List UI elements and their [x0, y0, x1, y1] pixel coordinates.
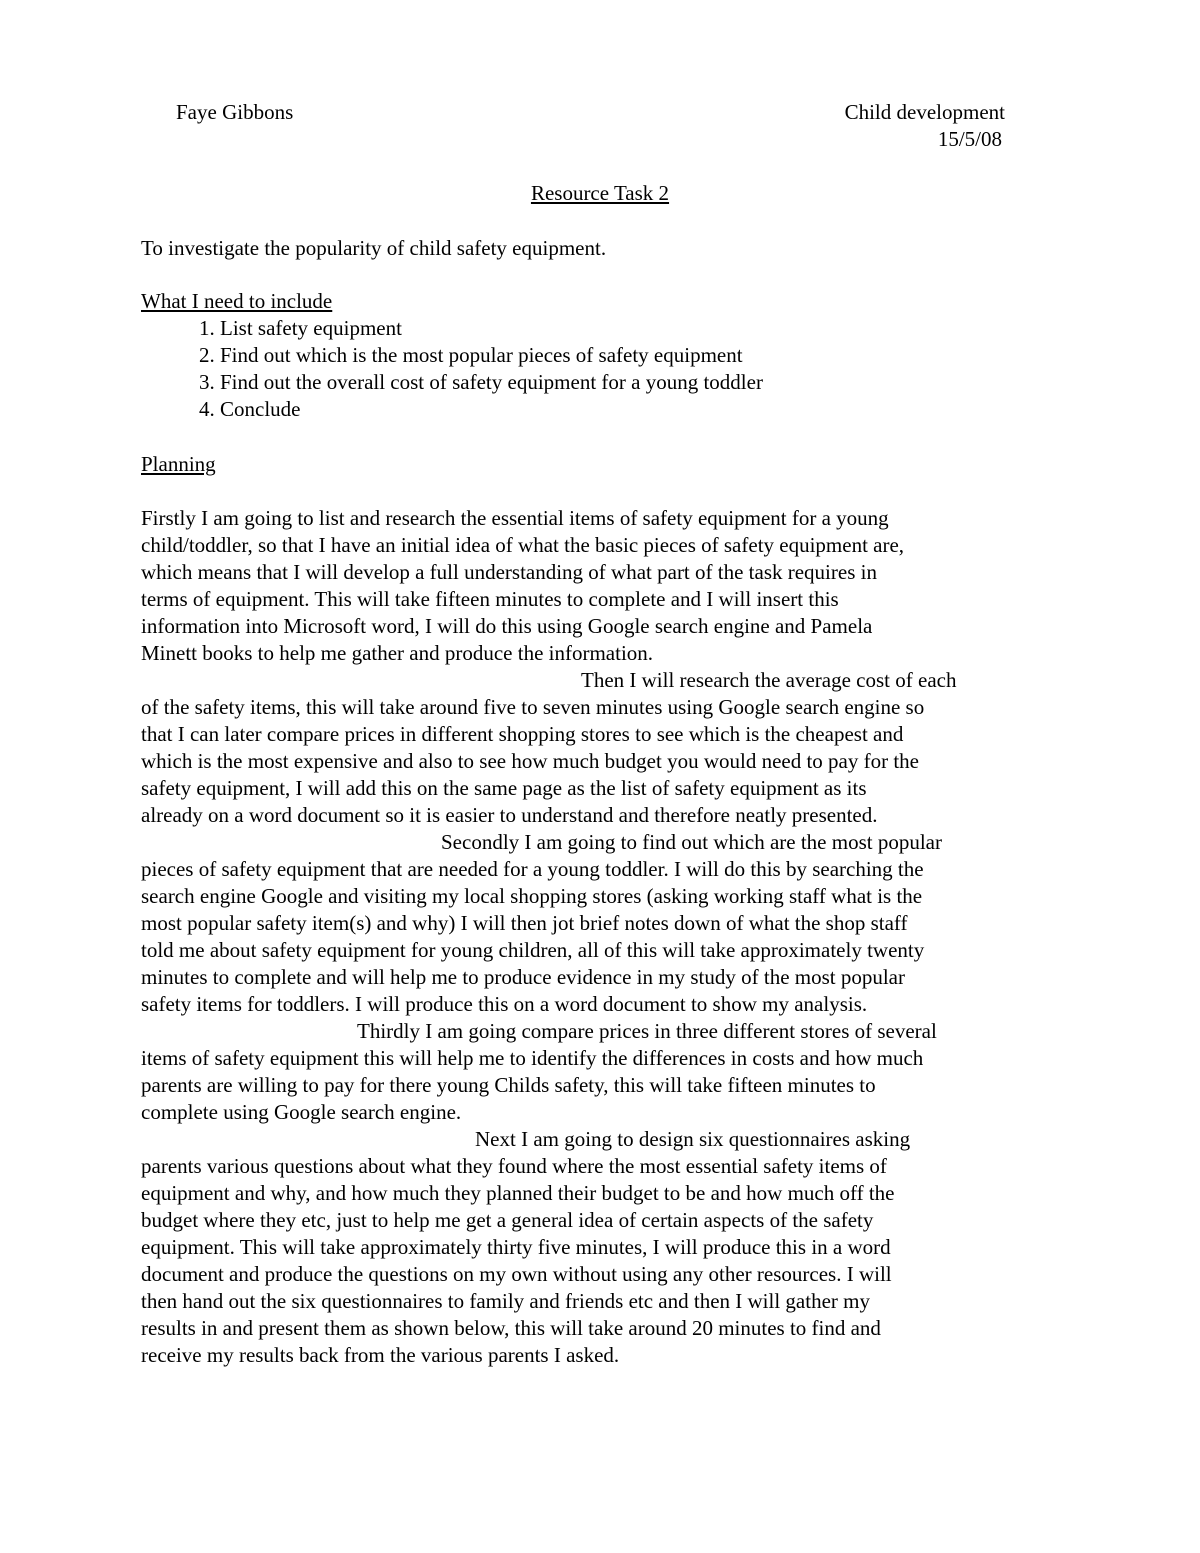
paragraph-line: results in and present them as shown below, this will take around 20 minutes to find and: [141, 1316, 881, 1340]
paragraph-line: pieces of safety equipment that are needed for a young toddler. I will do this by searching the: [141, 857, 924, 881]
include-item: 2. Find out which is the most popular pieces of safety equipment: [199, 343, 743, 367]
paragraph-line: receive my results back from the various parents I asked.: [141, 1343, 620, 1367]
author-name: Faye Gibbons: [176, 100, 294, 124]
subject-name: Child development: [844, 100, 1005, 124]
paragraph-line: Minett books to help me gather and produce the information.: [141, 641, 654, 665]
paragraph-line: already on a word document so it is easier to understand and therefore neatly presented.: [141, 803, 878, 827]
paragraph-line: equipment. This will take approximately thirty five minutes, I will produce this in a word: [141, 1235, 891, 1259]
include-heading: What I need to include: [141, 289, 333, 313]
paragraph-line: Firstly I am going to list and research the essential items of safety equipment for a young: [141, 506, 889, 530]
paragraph-line: items of safety equipment this will help me to identify the differences in costs and how much: [141, 1046, 924, 1070]
paragraph-line: most popular safety item(s) and why) I will then jot brief notes down of what the shop staff: [141, 911, 908, 935]
document-title: Resource Task 2: [530, 181, 670, 205]
paragraph-line: information into Microsoft word, I will do this using Google search engine and Pamela: [141, 614, 873, 638]
paragraph-line: document and produce the questions on my own without using any other resources. I will: [141, 1262, 892, 1286]
paragraph-line: safety items for toddlers. I will produce this on a word document to show my analysis.: [141, 992, 868, 1016]
paragraph-line: Next I am going to design six questionnaires asking: [475, 1127, 911, 1151]
paragraph-line: minutes to complete and will help me to produce evidence in my study of the most popular: [141, 965, 905, 989]
paragraph-line: Thirdly I am going compare prices in three different stores of several: [357, 1019, 937, 1043]
paragraph-line: search engine Google and visiting my local shopping stores (asking working staff what is the: [141, 884, 923, 908]
paragraph-line: safety equipment, I will add this on the same page as the list of safety equipment as its: [141, 776, 867, 800]
paragraph-line: terms of equipment. This will take fifteen minutes to complete and I will insert this: [141, 587, 839, 611]
include-list: [199, 315, 763, 423]
include-item: 4. Conclude: [199, 397, 301, 421]
paragraph-line: equipment and why, and how much they planned their budget to be and how much off the: [141, 1181, 895, 1205]
paragraph-line: told me about safety equipment for young children, all of this will take approximately twenty: [141, 938, 925, 962]
paragraph-line: that I can later compare prices in different shopping stores to see which is the cheapest and: [141, 722, 904, 746]
include-item: 3. Find out the overall cost of safety equipment for a young toddler: [199, 370, 763, 394]
include-item: 1. List safety equipment: [199, 316, 402, 340]
aim-statement: To investigate the popularity of child safety equipment.: [141, 236, 607, 260]
paragraph-line: child/toddler, so that I have an initial idea of what the basic pieces of safety equipment are,: [141, 533, 905, 557]
paragraph-line: which is the most expensive and also to see how much budget you would need to pay for the: [141, 749, 920, 773]
paragraph-line: Secondly I am going to find out which are the most popular: [441, 830, 942, 854]
paragraph-line: parents are willing to pay for there young Childs safety, this will take fifteen minutes to: [141, 1073, 876, 1097]
planning-body: [141, 505, 1041, 1369]
paragraph-line: which means that I will develop a full understanding of what part of the task requires in: [141, 560, 877, 584]
paragraph-line: Then I will research the average cost of each: [581, 668, 957, 692]
paragraph-line: of the safety items, this will take around five to seven minutes using Google search engine so: [141, 695, 925, 719]
paragraph-line: parents various questions about what they found where the most essential safety items of: [141, 1154, 887, 1178]
document-date: 15/5/08: [937, 127, 1002, 151]
paragraph-line: then hand out the six questionnaires to family and friends etc and then I will gather my: [141, 1289, 870, 1313]
paragraph-line: complete using Google search engine.: [141, 1100, 462, 1124]
planning-heading: Planning: [141, 452, 216, 476]
paragraph-line: budget where they etc, just to help me get a general idea of certain aspects of the safety: [141, 1208, 874, 1232]
